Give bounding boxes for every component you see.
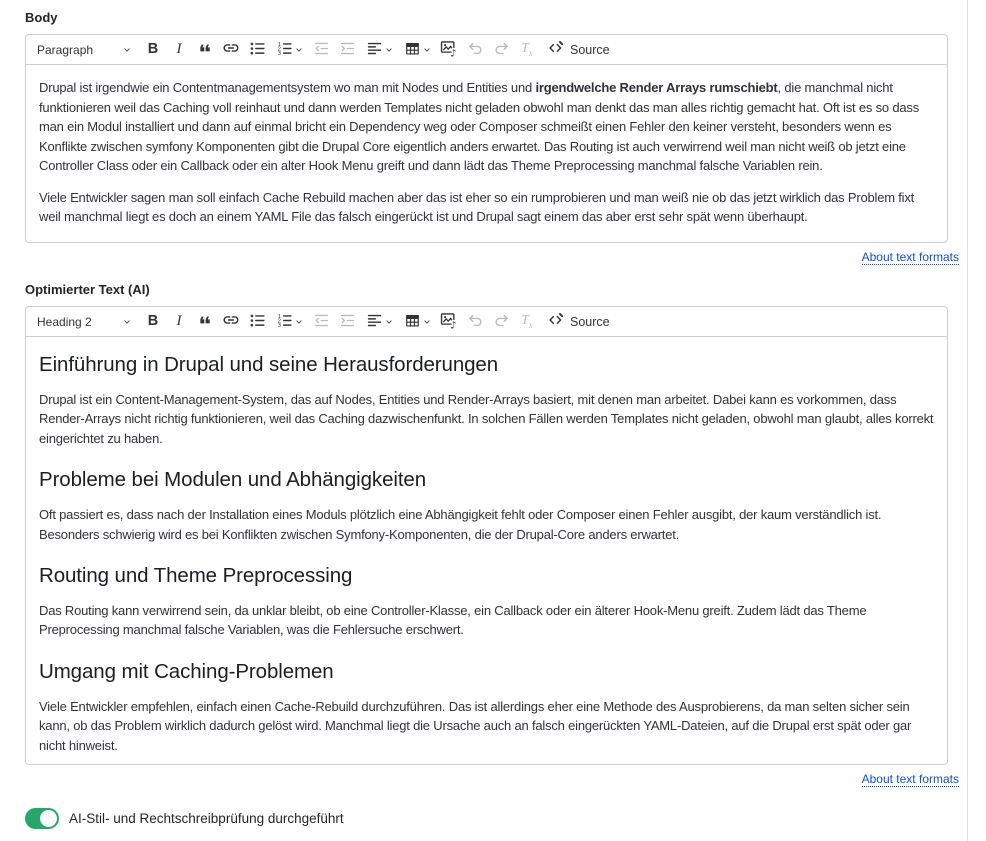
block-quote-icon — [197, 40, 213, 59]
section-paragraph: Drupal ist ein Content-Management-System, das auf Nodes, Entities und Render-Arrays basiert, mit denen man arbeitet. Dabei kann es vorkommen, dass Render-Arrays nicht richtig funktionieren, weil das Caching dazwischenfunkt. In solchen Fällen werden Templates nicht geladen, obwohl man glaubt, alles korrekt eingerichtet zu haben. — [39, 391, 934, 446]
about-text-formats-link[interactable]: About text formats — [861, 772, 959, 786]
source-button[interactable] — [542, 311, 615, 332]
bold-button[interactable] — [140, 37, 166, 63]
align-left-icon — [366, 312, 383, 332]
paragraph-format-dropdown[interactable] — [26, 307, 140, 336]
svg-text:3: 3 — [277, 50, 281, 57]
link-button[interactable] — [218, 37, 244, 63]
link-icon — [222, 39, 240, 60]
ai-check-toggle-row — [25, 808, 948, 829]
section-paragraph: Oft passiert es, dass nach der Installation eines Moduls plötzlich eine Abhängigkeit fehlt oder Composer einen Fehler ausgibt, der kaum verständlich ist. Besonders schwierig wird es bei Konflikten zwischen Symfony-Komponenten, die der Drupal-Core anders erwartet. — [39, 507, 882, 542]
svg-text:1: 1 — [277, 313, 281, 320]
svg-text:2: 2 — [277, 46, 281, 53]
chevron-down-icon — [123, 46, 131, 54]
align-left-icon — [366, 40, 383, 60]
source-button-label: Source — [570, 42, 610, 57]
format-dropdown-value: Paragraph — [37, 42, 94, 57]
bulleted-list-icon — [249, 40, 266, 60]
outdent-button — [308, 309, 334, 335]
section-heading: Routing und Theme Preprocessing — [39, 564, 353, 587]
italic-button[interactable] — [166, 37, 192, 63]
source-button[interactable] — [542, 39, 615, 60]
insert-media-button[interactable] — [436, 37, 462, 63]
indent-button — [334, 309, 360, 335]
body-editor-toolbar — [26, 35, 947, 65]
body-paragraph-1 — [39, 78, 934, 176]
source-button-label: Source — [570, 314, 610, 329]
bold-icon: B — [147, 41, 159, 58]
section-paragraph: Viele Entwickler empfehlen, einfach einen Cache-Rebuild durchzuführen. Das ist allerdings eher eine Methode des Ausprobierens, da man selten sicher sein kann, ob das Problem wirklich dadurch gelöst wird. Manchmal liegt die Ursache auch an falsch eingerückten YAML-Dateien, auf die Drupal erst spät oder gar nicht hinweist. — [39, 698, 912, 753]
ai-check-toggle-label: AI-Stil- und Rechtschreibprüfung durchgeführt — [69, 811, 344, 826]
section-heading: Einführung in Drupal und seine Herausforderungen — [39, 353, 499, 376]
body-paragraph-1-pre: Drupal ist irgendwie ein Contentmanagementsystem wo man mit Nodes und Entities und — [39, 80, 536, 95]
ai-check-toggle[interactable] — [25, 808, 59, 829]
body-field — [25, 10, 959, 264]
remove-format-button — [514, 37, 540, 63]
body-paragraph-2: Viele Entwickler sagen man soll einfach Cache Rebuild machen aber das ist eher so ein rumprobieren und man weiß nie ob das jetzt wirklich das Problem fixt weil manchmal liegt es doch an einem YAML File das falsch eingerückt ist und Drupal sagt einem das aber erst sehr spät wenn überhaupt. — [39, 189, 915, 224]
text-alignment-button[interactable] — [360, 37, 398, 63]
section-heading: Probleme bei Modulen und Abhängigkeiten — [39, 468, 427, 492]
indent-button — [334, 37, 360, 63]
redo-icon — [493, 312, 510, 332]
indent-icon — [339, 312, 356, 332]
italic-button[interactable] — [166, 309, 192, 335]
about-text-formats-link[interactable]: About text formats — [861, 250, 959, 264]
svg-text:2: 2 — [277, 318, 281, 325]
chevron-down-icon — [423, 46, 431, 54]
media-icon — [440, 311, 459, 333]
paragraph-format-dropdown[interactable] — [26, 35, 140, 64]
source-icon — [547, 311, 565, 332]
indent-icon — [339, 40, 356, 60]
redo-button — [488, 309, 514, 335]
bulleted-list-icon — [249, 312, 266, 332]
insert-table-button[interactable] — [398, 309, 436, 335]
insert-table-button[interactable] — [398, 37, 436, 63]
chevron-down-icon — [295, 318, 303, 326]
numbered-list-icon — [276, 312, 293, 332]
body-editor — [25, 34, 948, 243]
undo-icon — [467, 40, 484, 60]
outdent-icon — [313, 40, 330, 60]
bulleted-list-button[interactable] — [244, 37, 270, 63]
block-quote-button[interactable] — [192, 309, 218, 335]
text-alignment-button[interactable] — [360, 309, 398, 335]
outdent-icon — [313, 312, 330, 332]
bold-icon: B — [147, 313, 159, 330]
block-quote-icon — [197, 312, 213, 331]
insert-media-button[interactable] — [436, 309, 462, 335]
body-paragraph-1-post: , die manchmal nicht funktionieren weil das Caching voll reinhaut und dann werden Templates nicht geladen obwohl man denkt das man alles richtig gemacht hat. Oft ist es so dass man ein Modul installiert und dann auf einmal bricht ein Dependency weg oder Composer schmeißt einen Fehler den keiner versteht, besonders wenn es Konflikte zwischen symfony Komponenten gibt die Drupal Core eigentlich anders erwartet. Das Routing ist auch verwirrend weil man nicht weiß ob jetzt eine Controller Class oder ein Callback oder ein alter Hook Menu greift und dann lädt das Theme Preprocessing manchmal falsche Variablen rein. — [39, 80, 920, 173]
block-quote-button[interactable] — [192, 37, 218, 63]
numbered-list-icon — [276, 40, 293, 60]
link-button[interactable] — [218, 309, 244, 335]
optimized-text-editor — [25, 306, 948, 765]
chevron-down-icon — [423, 318, 431, 326]
numbered-list-button[interactable] — [270, 309, 308, 335]
numbered-list-button[interactable] — [270, 37, 308, 63]
outdent-button — [308, 37, 334, 63]
remove-format-icon: $T_x$ — [521, 40, 533, 58]
table-icon — [404, 40, 421, 60]
undo-icon — [467, 312, 484, 332]
body-field-label: Body — [25, 10, 58, 25]
bulleted-list-button[interactable] — [244, 309, 270, 335]
optimized-text-field-label: Optimierter Text (AI) — [25, 282, 150, 297]
svg-text:1: 1 — [277, 41, 281, 48]
body-paragraph-1-bold: irgendwelche Render Arrays rumschiebt — [535, 80, 778, 95]
bold-button[interactable] — [140, 309, 166, 335]
remove-format-button — [514, 309, 540, 335]
chevron-down-icon — [123, 318, 131, 326]
redo-button — [488, 37, 514, 63]
svg-text:♪: ♪ — [449, 48, 456, 58]
svg-text:♪: ♪ — [449, 320, 456, 330]
text-format-help-row — [25, 248, 959, 264]
chevron-down-icon — [295, 46, 303, 54]
table-icon — [404, 312, 421, 332]
section-paragraph: Das Routing kann verwirrend sein, da unklar bleibt, ob eine Controller-Klasse, ein Callback oder ein älterer Hook-Menu greift. Zudem lädt das Theme Preprocessing manchmal falsche Variablen, was die Fehlersuche erschwert. — [39, 602, 867, 638]
optimized-editor-toolbar — [26, 307, 947, 337]
undo-button — [462, 309, 488, 335]
body-editor-content[interactable] — [26, 65, 947, 242]
toggle-knob — [40, 810, 57, 827]
media-icon — [440, 39, 459, 61]
format-dropdown-value: Heading 2 — [37, 314, 92, 329]
link-icon — [222, 311, 240, 332]
undo-button — [462, 37, 488, 63]
section-heading: Umgang mit Caching-Problemen — [39, 659, 334, 683]
chevron-down-icon — [385, 46, 393, 54]
chevron-down-icon — [385, 318, 393, 326]
redo-icon — [493, 40, 510, 60]
italic-icon: I — [176, 41, 182, 57]
source-icon — [547, 39, 565, 60]
text-format-help-row — [25, 770, 959, 786]
svg-text:3: 3 — [277, 322, 281, 329]
remove-format-icon: $T_x$ — [521, 312, 533, 330]
optimized-text-field — [25, 282, 959, 786]
italic-icon: I — [176, 313, 182, 329]
optimized-editor-content[interactable] — [26, 337, 947, 764]
